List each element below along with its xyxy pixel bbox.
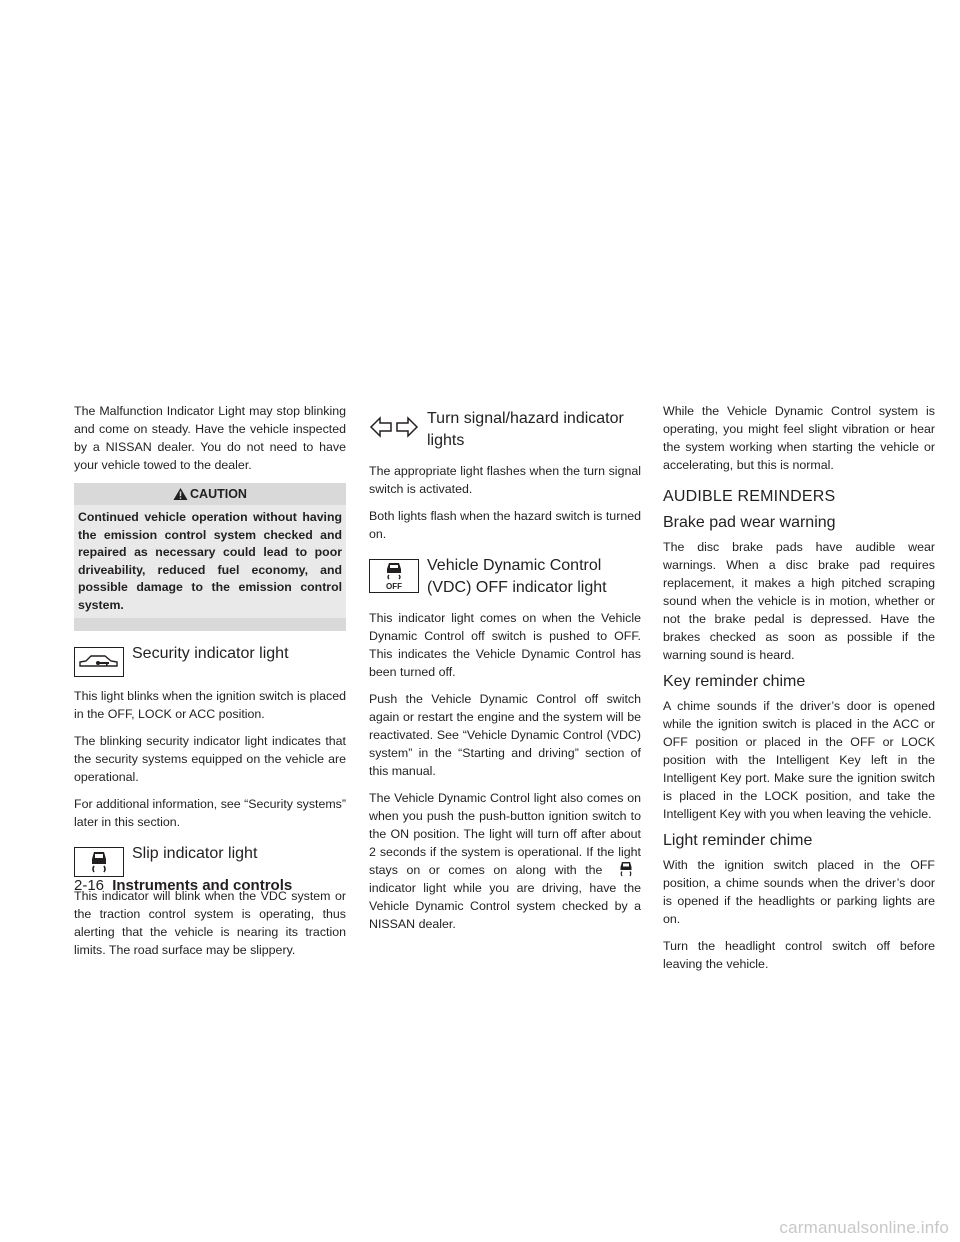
slip-inline-icon <box>611 861 641 877</box>
brake-pad-heading: Brake pad wear warning <box>663 514 836 531</box>
security-heading <box>74 643 346 677</box>
light-chime-heading: Light reminder chime <box>663 832 813 849</box>
security-p2: The blinking security indicator light indicates that the security systems equipped on the vehicle are operational. <box>74 734 346 784</box>
vdc-heading <box>369 555 641 599</box>
slip-title: Slip indicator light <box>132 845 258 862</box>
security-p1: This light blinks when the ignition switch is placed in the OFF, LOCK or ACC position. <box>74 689 346 721</box>
column-middle <box>369 402 641 942</box>
chapter-title: Instruments and controls <box>112 877 293 894</box>
caution-header <box>74 483 346 505</box>
page-number: 2-16 <box>74 877 105 894</box>
mil-paragraph: The Malfunction Indicator Light may stop blinking and come on steady. Have the vehicle inspected by a NISSAN dealer. You do not need to have your vehicle towed to the dealer. <box>74 404 346 472</box>
vdc-p3-start: The Vehicle Dynamic Control light also comes on when you push the push-button ignition switch to the ON position. The light will turn off after about 2 seconds if the system is operational. If the light stays on or comes on along with the <box>369 791 641 877</box>
turn-signal-title: Turn signal/hazard indicator lights <box>427 410 624 449</box>
vdc-normal-paragraph: While the Vehicle Dynamic Control system is operating, you might feel slight vibration or hear the system working when starting the vehicle or accelerating, but this is normal. <box>663 404 935 472</box>
caution-box <box>74 483 346 631</box>
vdc-p1: This indicator light comes on when the Vehicle Dynamic Control off switch is pushed to OFF. This indicates the Vehicle Dynamic Control has been turned off. <box>369 611 641 679</box>
key-p1: A chime sounds if the driver’s door is opened while the ignition switch is placed in the ACC or OFF position or placed in the OFF or LOCK position with the Intelligent Key left in the Intelligent Key port. Make sure the ignition switch is placed in the LOCK position, and take the Intelligent Key with you when leaving the vehicle. <box>663 699 935 821</box>
audible-reminders-heading: AUDIBLE REMINDERS <box>663 488 836 505</box>
vdc-p3-end: indicator light while you are driving, have the Vehicle Dynamic Control system checked by a NISSAN dealer. <box>369 881 641 931</box>
caution-text: Continued vehicle operation without having the emission control system checked and repaired as necessary could lead to poor driveability, reduced fuel economy, and possible damage to the emission control system. <box>74 505 346 618</box>
turn-signal-arrows-icon <box>369 410 419 444</box>
vdc-p3 <box>369 789 641 933</box>
watermark-text: carmanualsonline.info <box>779 1218 949 1237</box>
vdc-title: Vehicle Dynamic Control (VDC) OFF indicator light <box>427 557 607 596</box>
security-title: Security indicator light <box>132 645 289 662</box>
page-footer <box>74 877 292 894</box>
light-p2: Turn the headlight control switch off before leaving the vehicle. <box>663 939 935 971</box>
turn-p1: The appropriate light flashes when the turn signal switch is activated. <box>369 464 641 496</box>
vdc-p2: Push the Vehicle Dynamic Control off switch again or restart the engine and the system will be reactivated. See “Vehicle Dynamic Control (VDC) system” in the “Starting and driving” section of this manual. <box>369 692 641 778</box>
slip-p1: This indicator will blink when the VDC system or the traction control system is operating, thus alerting that the vehicle is nearing its traction limits. The road surface may be slippery. <box>74 889 346 957</box>
column-right <box>663 402 935 982</box>
light-p1: With the ignition switch placed in the OFF position, a chime sounds when the driver’s door is opened if the headlights or parking lights are on. <box>663 858 935 926</box>
security-car-key-icon <box>74 647 124 677</box>
turn-signal-heading <box>369 408 641 452</box>
slip-car-icon <box>74 847 124 877</box>
caution-label: CAUTION <box>190 487 247 501</box>
warning-triangle-icon <box>173 487 188 501</box>
brake-p1: The disc brake pads have audible wear warnings. When a disc brake pad requires replacement, it makes a high pitched scraping sound when the vehicle is in motion, whether or not the brake pedal is depressed. Have the brakes checked as soon as possible if the warning sound is heard. <box>663 540 935 662</box>
slip-heading <box>74 843 346 877</box>
security-p3: For additional information, see “Security systems” later in this section. <box>74 797 347 829</box>
vdc-off-icon <box>369 559 419 593</box>
turn-p2: Both lights flash when the hazard switch is turned on. <box>369 509 641 541</box>
key-chime-heading: Key reminder chime <box>663 673 806 690</box>
vdc-icon-off-text: OFF <box>386 582 402 591</box>
